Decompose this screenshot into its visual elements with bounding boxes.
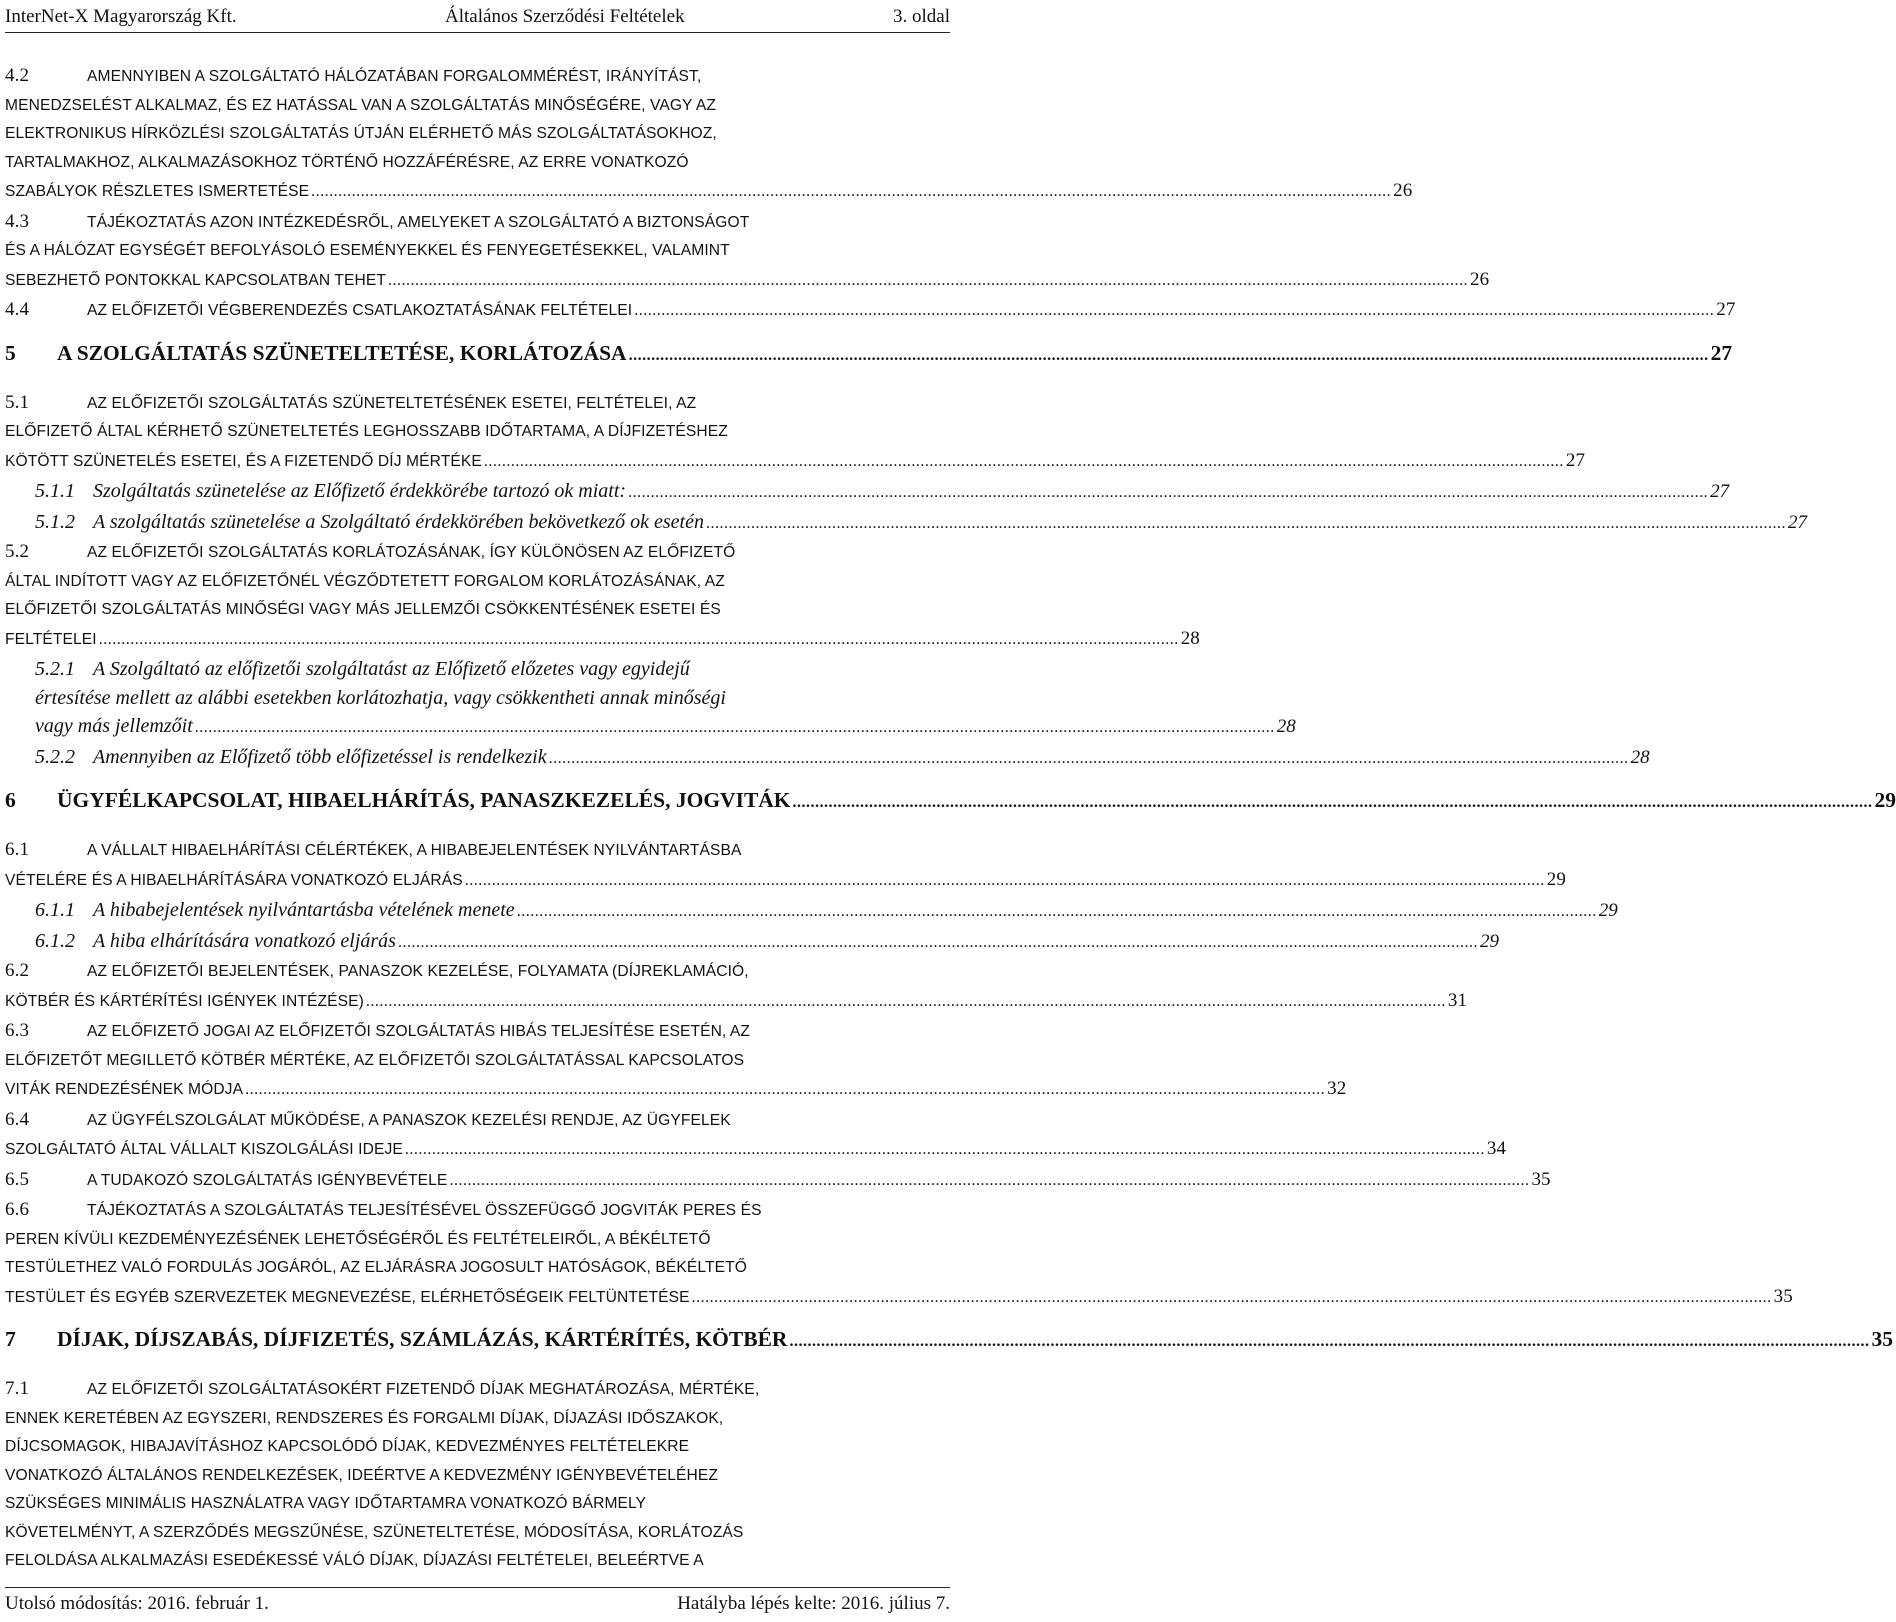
toc-entry-line bbox=[5, 1017, 950, 1047]
toc-entry-number: 6.1 bbox=[5, 839, 30, 860]
toc-entry-line bbox=[35, 655, 950, 684]
toc-page-number: 29 bbox=[1546, 868, 1566, 890]
toc-entry-6-2[interactable] bbox=[5, 957, 1468, 1016]
dot-leader bbox=[398, 929, 1478, 958]
toc-entry-title-segment bbox=[5, 1324, 787, 1354]
dot-leader bbox=[517, 898, 1597, 927]
toc-entry-5-1-1[interactable] bbox=[5, 477, 1730, 508]
toc-entry-line bbox=[5, 1283, 1793, 1313]
toc-entry-5-1-2[interactable] bbox=[5, 508, 1807, 539]
toc-entry-number: 5.2.1 bbox=[35, 658, 75, 680]
toc-page-number: 27 bbox=[1716, 299, 1736, 320]
toc-entry-number: 7.1 bbox=[5, 1378, 30, 1399]
toc-entry-title-text: TÁJÉKOZTATÁS AZON INTÉZKEDÉSRŐL, AMELYEKET A SZOLGÁLTATÓ A BIZTONSÁGOT bbox=[87, 213, 750, 231]
toc-entry-number: 6 bbox=[5, 788, 16, 812]
dot-leader bbox=[366, 988, 1446, 1017]
toc-entry-title-segment bbox=[5, 338, 627, 368]
toc-entry-title-text: ÁLTAL INDÍTOTT VAGY AZ ELŐFIZETŐNÉL VÉGZŐDTETETT FORGALOM KORLÁTOZÁSÁNAK, AZ bbox=[5, 572, 725, 590]
toc-entry-line bbox=[5, 836, 950, 866]
toc-page-number: 29 bbox=[1874, 788, 1896, 812]
toc-entry-5-2-2[interactable] bbox=[5, 743, 1650, 774]
toc-entry-number: 6.1.2 bbox=[35, 929, 75, 952]
toc-entry-6-4[interactable] bbox=[5, 1106, 1507, 1165]
toc-entry-7-1[interactable] bbox=[5, 1375, 950, 1576]
toc-entry-title-text: A hiba elhárítására vonatkozó eljárás bbox=[93, 929, 396, 952]
toc-entry-title-text: FELTÉTELEI bbox=[5, 630, 97, 648]
toc-entry-line bbox=[35, 743, 1650, 774]
toc-entry-title-text: VITÁK RENDEZÉSÉNEK MÓDJA bbox=[5, 1081, 244, 1098]
dot-leader bbox=[388, 267, 1468, 296]
toc-entry-line bbox=[5, 1254, 950, 1283]
company-name: InterNet-X Magyarország Kft. bbox=[5, 6, 237, 27]
toc-page-number: 35 bbox=[1531, 1168, 1551, 1190]
toc-entry-line bbox=[5, 1324, 1893, 1357]
toc-entry-line bbox=[5, 177, 1413, 207]
toc-entry-line bbox=[5, 1490, 950, 1519]
toc-page-number: 27 bbox=[1710, 481, 1730, 502]
toc-entry-title-text: PEREN KÍVÜLI KEZDEMÉNYEZÉSÉNEK LEHETŐSÉGÉRŐL ÉS FELTÉTELEIRŐL, A BÉKÉLTETŐ bbox=[5, 1230, 711, 1248]
toc-entry-number: 4.3 bbox=[5, 210, 30, 232]
toc-entry-line bbox=[35, 896, 1618, 927]
toc-entry-title-text: TESTÜLETHEZ VALÓ FORDULÁS JOGÁRÓL, AZ ELJÁRÁSRA JOGOSULT HATÓSÁGOK, BÉKÉLTETŐ bbox=[5, 1259, 747, 1276]
toc-entry-line bbox=[5, 1166, 1551, 1196]
toc-entry-6-1-1[interactable] bbox=[5, 896, 1618, 927]
toc-entry-6-1[interactable] bbox=[5, 836, 1566, 895]
toc-page-number: 26 bbox=[1470, 268, 1490, 290]
dot-leader bbox=[484, 448, 1564, 477]
toc-entry-title-text: DÍJAK, DÍJSZABÁS, DÍJFIZETÉS, SZÁMLÁZÁS, KÁRTÉRÍTÉS, KÖTBÉR bbox=[57, 1327, 788, 1351]
toc-entry-line bbox=[5, 266, 1490, 296]
toc-entry-line bbox=[5, 596, 950, 625]
page-number: 3. oldal bbox=[893, 6, 950, 27]
dot-leader bbox=[311, 178, 1391, 207]
toc-entry-number: 5.2.2 bbox=[35, 745, 75, 768]
toc-entry-title-text: A szolgáltatás szünetelése a Szolgáltató érdekkörében bekövetkező ok esetén bbox=[93, 510, 704, 533]
toc-entry-title-text: TESTÜLET ÉS EGYÉB SZERVEZETEK MEGNEVEZÉSE, ELÉRHETŐSÉGEIK FELTÜNTETÉSE bbox=[5, 1288, 690, 1306]
toc-entry-number: 6.4 bbox=[5, 1108, 30, 1130]
toc-entry-title-text: Amennyiben az Előfizető több előfizetéssel is rendelkezik bbox=[93, 745, 547, 768]
toc-entry-line bbox=[5, 208, 950, 238]
toc-entry-title-text: KÖVETELMÉNYT, A SZERZŐDÉS MEGSZŰNÉSE, SZÜNETELTETÉSE, MÓDOSÍTÁSA, KORLÁTOZÁS bbox=[5, 1523, 744, 1541]
dot-leader bbox=[99, 626, 1179, 655]
toc-entry-number: 7 bbox=[5, 1327, 16, 1351]
toc-page-number: 35 bbox=[1871, 1327, 1893, 1351]
toc-entry-number: 6.3 bbox=[5, 1020, 30, 1041]
toc-entry-line bbox=[5, 957, 950, 987]
toc-entry-title-text: ELŐFIZETŐ ÁLTAL KÉRHETŐ SZÜNETELTETÉS LEGHOSSZABB IDŐTARTAMA, A DÍJFIZETÉSHEZ bbox=[5, 423, 728, 440]
toc-entry-line bbox=[5, 1462, 950, 1491]
toc-entry-line bbox=[5, 120, 950, 149]
toc-entry-title-text: vagy más jellemzőit bbox=[35, 715, 193, 737]
toc-page-number: 29 bbox=[1479, 930, 1499, 952]
toc-entry-number: 5 bbox=[5, 340, 16, 365]
toc-entry-title-text: AZ ELŐFIZETŐ JOGAI AZ ELŐFIZETŐI SZOLGÁLTATÁS HIBÁS TELJESÍTÉSE ESETÉN, AZ bbox=[87, 1023, 751, 1040]
toc-entry-7[interactable] bbox=[5, 1324, 1893, 1357]
toc-entry-6-5[interactable] bbox=[5, 1166, 1551, 1196]
toc-entry-line bbox=[5, 538, 950, 568]
toc-page-number: 35 bbox=[1773, 1285, 1793, 1307]
toc-entry-4-2[interactable] bbox=[5, 62, 1413, 207]
toc-entry-title-segment bbox=[5, 296, 632, 326]
dot-leader bbox=[706, 510, 1786, 539]
toc-entry-line bbox=[5, 1226, 950, 1255]
toc-entry-title-text: AZ ELŐFIZETŐI SZOLGÁLTATÁSOKÉRT FIZETENDŐ DÍJAK MEGHATÁROZÁSA, MÉRTÉKE, bbox=[87, 1381, 760, 1398]
toc-entry-line bbox=[5, 625, 1200, 655]
toc-entry-title-text: A hibabejelentések nyilvántartásba vételének menete bbox=[93, 899, 515, 921]
toc-entry-title-text: MENEDZSELÉST ALKALMAZ, ÉS EZ HATÁSSAL VAN A SZOLGÁLTATÁS MINŐSÉGÉRE, VAGY AZ bbox=[5, 96, 716, 114]
toc-entry-6-6[interactable] bbox=[5, 1196, 1793, 1312]
toc-entry-title-text: ENNEK KERETÉBEN AZ EGYSZERI, RENDSZERES ÉS FORGALMI DÍJAK, DÍJAZÁSI IDŐSZAKOK, bbox=[5, 1409, 724, 1427]
toc-entry-line bbox=[35, 684, 950, 713]
toc-entry-title-text: AZ ÜGYFÉLSZOLGÁLAT MŰKÖDÉSE, A PANASZOK KEZELÉSI RENDJE, AZ ÜGYFELEK bbox=[87, 1111, 731, 1129]
effective-date: Hatályba lépés kelte: 2016. július 7. bbox=[677, 1593, 950, 1614]
toc-entry-line bbox=[5, 1047, 950, 1076]
toc-page-number: 29 bbox=[1598, 900, 1618, 921]
toc-entry-line bbox=[5, 1196, 950, 1226]
toc-entry-line bbox=[5, 1405, 950, 1434]
toc-entry-line bbox=[5, 149, 950, 178]
toc-entry-6-1-2[interactable] bbox=[5, 927, 1499, 958]
toc-entry-title-text: SZÜKSÉGES MINIMÁLIS HASZNÁLATRA VAGY IDŐTARTAMRA VONATKOZÓ BÁRMELY bbox=[5, 1495, 647, 1512]
toc-page-number: 27 bbox=[1710, 340, 1733, 365]
toc-entry-line bbox=[5, 338, 1733, 371]
document-title: Általános Szerződési Feltételek bbox=[445, 6, 685, 27]
toc-entry-line bbox=[5, 568, 950, 597]
toc-entry-title-text: SEBEZHETŐ PONTOKKAL KAPCSOLATBAN TEHET bbox=[5, 271, 387, 289]
toc-entry-number: 5.2 bbox=[5, 541, 30, 562]
dot-leader bbox=[634, 297, 1714, 326]
toc-entry-number: 6.6 bbox=[5, 1199, 30, 1220]
toc-entry-number: 6.2 bbox=[5, 960, 30, 981]
toc-page-number: 27 bbox=[1787, 511, 1807, 533]
toc-entry-title-text: AZ ELŐFIZETŐI BEJELENTÉSEK, PANASZOK KEZELÉSE, FOLYAMATA (DÍJREKLAMÁCIÓ, bbox=[87, 963, 749, 980]
toc-page-number: 34 bbox=[1486, 1138, 1507, 1159]
toc-entry-line bbox=[5, 1519, 950, 1548]
toc-entry-number: 5.1.1 bbox=[35, 480, 75, 502]
toc-entry-title-segment bbox=[35, 508, 704, 537]
toc-entry-title-text: DÍJCSOMAGOK, HIBAJAVÍTÁSHOZ KAPCSOLÓDÓ DÍJAK, KEDVEZMÉNYES FELTÉTELEKRE bbox=[5, 1438, 690, 1455]
dot-leader bbox=[449, 1167, 1529, 1196]
toc-entry-title-segment bbox=[35, 896, 515, 925]
toc-entry-title-text: SZABÁLYOK RÉSZLETES ISMERTETÉSE bbox=[5, 183, 310, 200]
toc-entry-number: 5.1 bbox=[5, 391, 30, 413]
toc-entry-number: 5.1.2 bbox=[35, 510, 75, 533]
toc-entry-title-segment bbox=[35, 477, 626, 506]
dot-leader bbox=[628, 479, 1708, 508]
toc-entry-5-2[interactable] bbox=[5, 538, 1200, 654]
dot-leader bbox=[549, 745, 1629, 774]
last-modified-date: Utolsó módosítás: 2016. február 1. bbox=[5, 1593, 269, 1614]
toc-entry-number: 6.5 bbox=[5, 1168, 30, 1190]
page-footer bbox=[5, 1587, 950, 1620]
toc-entry-title-text: VÉTELÉRE ÉS A HIBAELHÁRÍTÁSÁRA VONATKOZÓ ELJÁRÁS bbox=[5, 871, 463, 889]
dot-leader bbox=[793, 788, 1873, 818]
toc-entry-line bbox=[5, 1375, 950, 1405]
toc-entry-line bbox=[35, 508, 1807, 539]
toc-entry-line bbox=[35, 477, 1730, 508]
toc-entry-title-text: TARTALMAKHOZ, ALKALMAZÁSOKHOZ TÖRTÉNŐ HOZZÁFÉRÉSRE, AZ ERRE VONATKOZÓ bbox=[5, 153, 689, 171]
toc-entry-line bbox=[5, 62, 950, 92]
toc-page-number: 31 bbox=[1447, 989, 1468, 1011]
dot-leader bbox=[405, 1136, 1485, 1165]
toc-page-number: 28 bbox=[1180, 627, 1200, 649]
toc-entry-title-text: A VÁLLALT HIBAELHÁRÍTÁSI CÉLÉRTÉKEK, A HIBABEJELENTÉSEK NYILVÁNTARTÁSBA bbox=[87, 842, 742, 859]
toc-entry-title-text: VONATKOZÓ ÁLTALÁNOS RENDELKEZÉSEK, IDEÉRTVE A KEDVEZMÉNY IGÉNYBEVÉTELÉHEZ bbox=[5, 1466, 718, 1484]
toc-entry-title-text: KÖTÖTT SZÜNETELÉS ESETEI, ÉS A FIZETENDŐ DÍJ MÉRTÉKE bbox=[5, 452, 482, 470]
toc-entry-title-text: értesítése mellett az alábbi esetekben korlátozhatja, vagy csökkentheti annak minőségi bbox=[35, 686, 726, 709]
toc-entry-line bbox=[5, 987, 1468, 1017]
toc-entry-title-text: ÉS A HÁLÓZAT EGYSÉGÉT BEFOLYÁSOLÓ ESEMÉNYEKKEL ÉS FENYEGETÉSEKKEL, VALAMINT bbox=[5, 242, 730, 259]
toc-entry-title-text: AZ ELŐFIZETŐI SZOLGÁLTATÁS SZÜNETELTETÉSÉNEK ESETEI, FELTÉTELEI, AZ bbox=[87, 394, 697, 412]
toc-entry-title-segment bbox=[5, 1166, 447, 1196]
toc-entry-line bbox=[5, 418, 950, 447]
toc-entry-title-segment bbox=[5, 785, 791, 815]
toc-entry-line bbox=[5, 1135, 1507, 1165]
toc-entry-title-text: KÖTBÉR ÉS KÁRTÉRÍTÉSI IGÉNYEK INTÉZÉSE) bbox=[5, 992, 364, 1010]
toc-entry-line bbox=[5, 92, 950, 121]
table-of-contents bbox=[5, 62, 1896, 1577]
toc-entry-number: 6.1.1 bbox=[35, 899, 75, 921]
toc-entry-5-1[interactable] bbox=[5, 389, 1586, 477]
toc-entry-4-4[interactable] bbox=[5, 296, 1736, 326]
toc-entry-title-text: SZOLGÁLTATÓ ÁLTAL VÁLLALT KISZOLGÁLÁSI IDEJE bbox=[5, 1141, 403, 1158]
toc-entry-line bbox=[35, 712, 1296, 743]
toc-entry-line bbox=[5, 1106, 950, 1136]
toc-entry-title-text: ELŐFIZETŐI SZOLGÁLTATÁS MINŐSÉGI VAGY MÁS JELLEMZŐI CSÖKKENTÉSÉNEK ESETEI ÉS bbox=[5, 601, 721, 618]
toc-entry-6[interactable] bbox=[5, 785, 1896, 818]
toc-entry-line bbox=[5, 296, 1736, 326]
toc-entry-line bbox=[5, 389, 950, 419]
toc-entry-line bbox=[35, 927, 1499, 958]
toc-entry-title-segment bbox=[35, 927, 396, 956]
toc-entry-title-segment bbox=[35, 743, 547, 772]
toc-entry-title-text: ELEKTRONIKUS HÍRKÖZLÉSI SZOLGÁLTATÁS ÚTJÁN ELÉRHETŐ MÁS SZOLGÁLTATÁSOKHOZ, bbox=[5, 125, 717, 142]
toc-page-number: 27 bbox=[1565, 449, 1586, 471]
toc-entry-line bbox=[5, 866, 1566, 896]
toc-entry-line bbox=[5, 785, 1896, 818]
toc-entry-line bbox=[5, 1075, 1347, 1105]
toc-entry-title-text: A Szolgáltató az előfizetői szolgáltatást az Előfizető előzetes vagy egyidejű bbox=[93, 658, 690, 680]
toc-entry-title-text: ÜGYFÉLKAPCSOLAT, HIBAELHÁRÍTÁS, PANASZKEZELÉS, JOGVITÁK bbox=[57, 788, 791, 812]
toc-entry-title-text: TÁJÉKOZTATÁS A SZOLGÁLTATÁS TELJESÍTÉSÉVEL ÖSSZEFÜGGŐ JOGVITÁK PERES ÉS bbox=[87, 1202, 762, 1219]
toc-entry-title-text: ELŐFIZETŐT MEGILLETŐ KÖTBÉR MÉRTÉKE, AZ ELŐFIZETŐI SZOLGÁLTATÁSSAL KAPCSOLATOS bbox=[5, 1051, 745, 1069]
toc-page-number: 28 bbox=[1630, 746, 1650, 768]
toc-entry-title-text: AMENNYIBEN A SZOLGÁLTATÓ HÁLÓZATÁBAN FORGALOMMÉRÉST, IRÁNYÍTÁST, bbox=[87, 68, 702, 85]
toc-entry-number: 4.2 bbox=[5, 65, 30, 86]
toc-entry-title-text: A SZOLGÁLTATÁS SZÜNETELTETÉSE, KORLÁTOZÁSA bbox=[57, 340, 627, 365]
toc-entry-line bbox=[5, 1547, 950, 1576]
dot-leader bbox=[629, 341, 1709, 371]
toc-entry-5-2-1[interactable] bbox=[5, 655, 1296, 743]
toc-entry-title-text: FELOLDÁSA ALKALMAZÁSI ESEDÉKESSÉ VÁLÓ DÍJAK, DÍJAZÁSI FELTÉTELEI, BELEÉRTVE A bbox=[5, 1552, 704, 1569]
toc-entry-title-text: AZ ELŐFIZETŐI SZOLGÁLTATÁS KORLÁTOZÁSÁNAK, ÍGY KÜLÖNÖSEN AZ ELŐFIZETŐ bbox=[87, 544, 736, 561]
toc-entry-line bbox=[5, 237, 950, 266]
toc-page-number: 32 bbox=[1327, 1078, 1347, 1099]
toc-page-number: 26 bbox=[1393, 180, 1413, 201]
dot-leader bbox=[195, 714, 1275, 743]
toc-entry-6-3[interactable] bbox=[5, 1017, 1347, 1105]
dot-leader bbox=[692, 1284, 1772, 1313]
toc-page-number: 28 bbox=[1276, 716, 1296, 737]
toc-entry-4-3[interactable] bbox=[5, 208, 1490, 296]
toc-entry-line bbox=[5, 1433, 950, 1462]
dot-leader bbox=[465, 867, 1545, 896]
toc-entry-title-text: A TUDAKOZÓ SZOLGÁLTATÁS IGÉNYBEVÉTELE bbox=[87, 1171, 448, 1189]
dot-leader bbox=[245, 1076, 1325, 1105]
toc-entry-5[interactable] bbox=[5, 338, 1733, 371]
dot-leader bbox=[789, 1327, 1869, 1357]
toc-entry-number: 4.4 bbox=[5, 299, 30, 320]
toc-entry-title-text: AZ ELŐFIZETŐI VÉGBERENDEZÉS CSATLAKOZTATÁSÁNAK FELTÉTELEI bbox=[87, 302, 633, 319]
toc-entry-line bbox=[5, 447, 1586, 477]
page-header bbox=[5, 2, 950, 33]
toc-entry-title-text: Szolgáltatás szünetelése az Előfizető érdekkörébe tartozó ok miatt: bbox=[93, 480, 627, 502]
